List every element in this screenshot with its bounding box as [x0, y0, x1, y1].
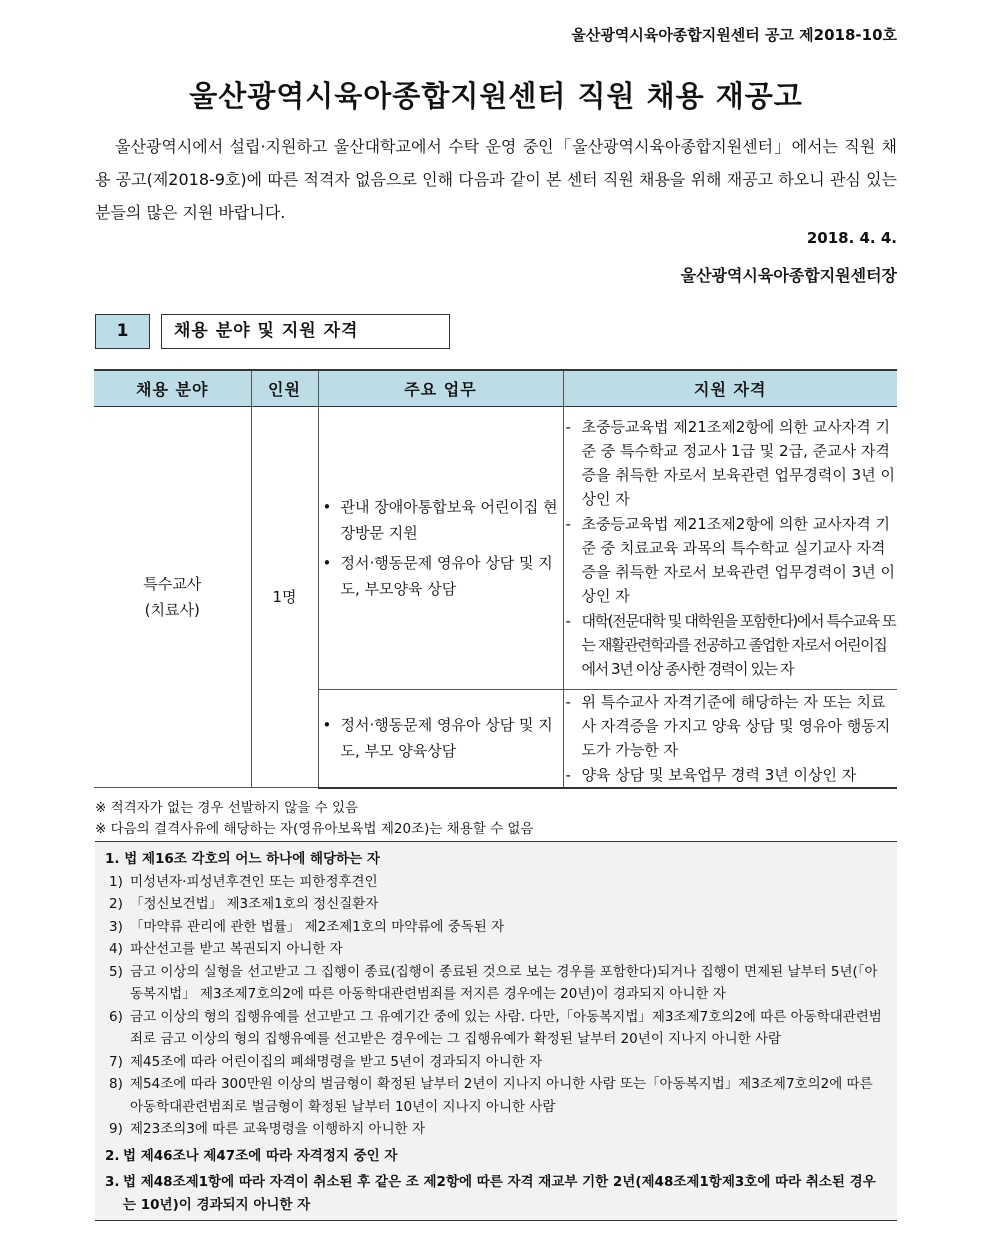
qualification-item: - 초중등교육법 제21조제2항에 의한 교사자격 기준 중 특수학교 정교사 1급 및 2급, 준교사 자격증을 취득한 자로서 보육관련 업무경력이 3년 이상인 자: [565, 417, 895, 509]
qualifications-cell: [563, 407, 897, 690]
qualification-item: - 초중등교육법 제21조제2항에 의한 교사자격 기준 중 치료교육 과목의 특수학교 실기교사 자격증을 취득한 자로서 보육관련 업무경력이 3년 이상인 자: [565, 514, 895, 606]
list-item: 9) 제23조의3에 따른 교육명령을 이행하지 아니한 자: [109, 1121, 426, 1137]
bullet-icon: •: [322, 498, 332, 516]
section-title: 채용 분야 및 지원 자격: [161, 314, 450, 349]
table-header-row: [94, 370, 897, 407]
recruitment-table: [94, 369, 897, 789]
section-number: 1: [95, 314, 150, 349]
disqualification-head: 1. 법 제16조 각호의 어느 하나에 해당하는 자: [105, 851, 380, 867]
list-item: 2) 「정신보건법」 제3조제1호의 정신질환자: [109, 896, 379, 912]
list-item: 1) 미성년자·피성년후견인 또는 피한정후견인: [109, 873, 378, 890]
signer: 울산광역시육아종합지원센터장: [680, 266, 897, 285]
duty-item: • 정서·행동문제 영유아 상담 및 지도, 부모양육 상담: [319, 550, 563, 602]
list-item: 6) 금고 이상의 형의 집행유예를 선고받고 그 유예기간 중에 있는 사람. 다만,「아동복지법」제3조제7호의2에 따른 아동학대관련범죄로 금고 이상의 형의 집행유예를 선고받은 경우에는 그 집행유예가 확정된 날부터 20년이 지나지 아니한 사람: [109, 1008, 882, 1047]
list-item: 5) 금고 이상의 실형을 선고받고 그 집행이 종료(집행이 종료된 것으로 보는 경우를 포함한다)되거나 집행이 면제된 날부터 5년(「아동복지법」 제3조제7호의2에 따른 아동학대관련범죄를 저지른 경우에는 20년)이 경과되지 아니한 자: [109, 963, 878, 1002]
list-item: 3) 「마약류 관리에 관한 법률」 제2조제1호의 마약류에 중독된 자: [109, 918, 505, 935]
disqualification-main-3: 3. 법 제48조제1항에 따라 자격이 취소된 후 같은 조 제2항에 따른 자격 재교부 기한 2년(제48조제1항제3호에 따라 취소된 경우는 10년)이 경과되지 아니한 자: [105, 1174, 876, 1213]
notes: [95, 798, 534, 840]
header-count: 인원: [251, 370, 318, 407]
disqualification-main-2: 2. 법 제46조나 제47조에 따라 자격정지 중인 자: [105, 1147, 398, 1164]
field-name: 특수교사: [143, 575, 202, 594]
duty-item: • 정서·행동문제 영유아 상담 및 지도, 부모 양육상담: [319, 712, 563, 764]
qualifications-cell: [563, 690, 897, 788]
field-cell: [94, 407, 251, 788]
field-subname: (치료사): [144, 601, 200, 620]
qualification-item: - 대학(전문대학 및 대학원을 포함한다)에서 특수교육 또는 재활관련학과를 전공하고 졸업한 자로서 어린이집에서 3년 이상 종사한 경력이 있는 자: [565, 611, 896, 678]
duties-cell: [318, 690, 563, 788]
count-cell: 1명: [251, 407, 318, 788]
list-item: 4) 파산선고를 받고 복권되지 아니한 자: [109, 941, 343, 957]
duties-cell: [318, 407, 563, 690]
note-item: ※ 다음의 결격사유에 해당하는 자(영유아보육법 제20조)는 채용할 수 없음: [95, 821, 534, 837]
bullet-icon: •: [322, 554, 332, 572]
table-row: [94, 407, 897, 690]
header-duties: 주요 업무: [318, 370, 563, 407]
duty-item: • 관내 장애아통합보육 어린이집 현장방문 지원: [319, 494, 563, 546]
note-item: ※ 적격자가 없는 경우 선발하지 않을 수 있음: [95, 800, 359, 816]
qualification-item: - 양육 상담 및 보육업무 경력 3년 이상인 자: [565, 765, 857, 784]
page-title: 울산광역시육아종합지원센터 직원 채용 재공고: [189, 79, 803, 113]
disqualification-box: [95, 841, 897, 1221]
notice-date: 2018. 4. 4.: [806, 229, 897, 247]
intro-paragraph: 울산광역시에서 설립·지원하고 울산대학교에서 수탁 운영 중인「울산광역시육아종합지원센터」에서는 직원 채용 공고(제2018-9호)에 따른 적격자 없음으로 인해 다음과 같이 본 센터 직원 채용을 위해 재공고 하오니 관심 있는 분들의 많은 지원 바랍니다.: [95, 137, 897, 222]
header-field: 채용 분야: [94, 370, 251, 407]
bullet-icon: •: [322, 716, 332, 735]
list-item: 7) 제45조에 따라 어린이집의 폐쇄명령을 받고 5년이 경과되지 아니한 자: [109, 1053, 543, 1070]
header-qualifications: 지원 자격: [563, 370, 897, 407]
list-item: 8) 제54조에 따라 300만원 이상의 벌금형이 확정된 날부터 2년이 지나지 아니한 사람 또는「아동복지법」제3조제7호의2에 따른 아동학대관련범죄로 벌금형이 확정된 날부터 10년이 지나지 아니한 사람: [109, 1076, 873, 1115]
notice-number: 울산광역시육아종합지원센터 공고 제2018-10호: [571, 26, 897, 44]
qualification-item: - 위 특수교사 자격기준에 해당하는 자 또는 치료사 자격증을 가지고 양육 상담 및 영유아 행동지도가 가능한 자: [565, 693, 891, 760]
